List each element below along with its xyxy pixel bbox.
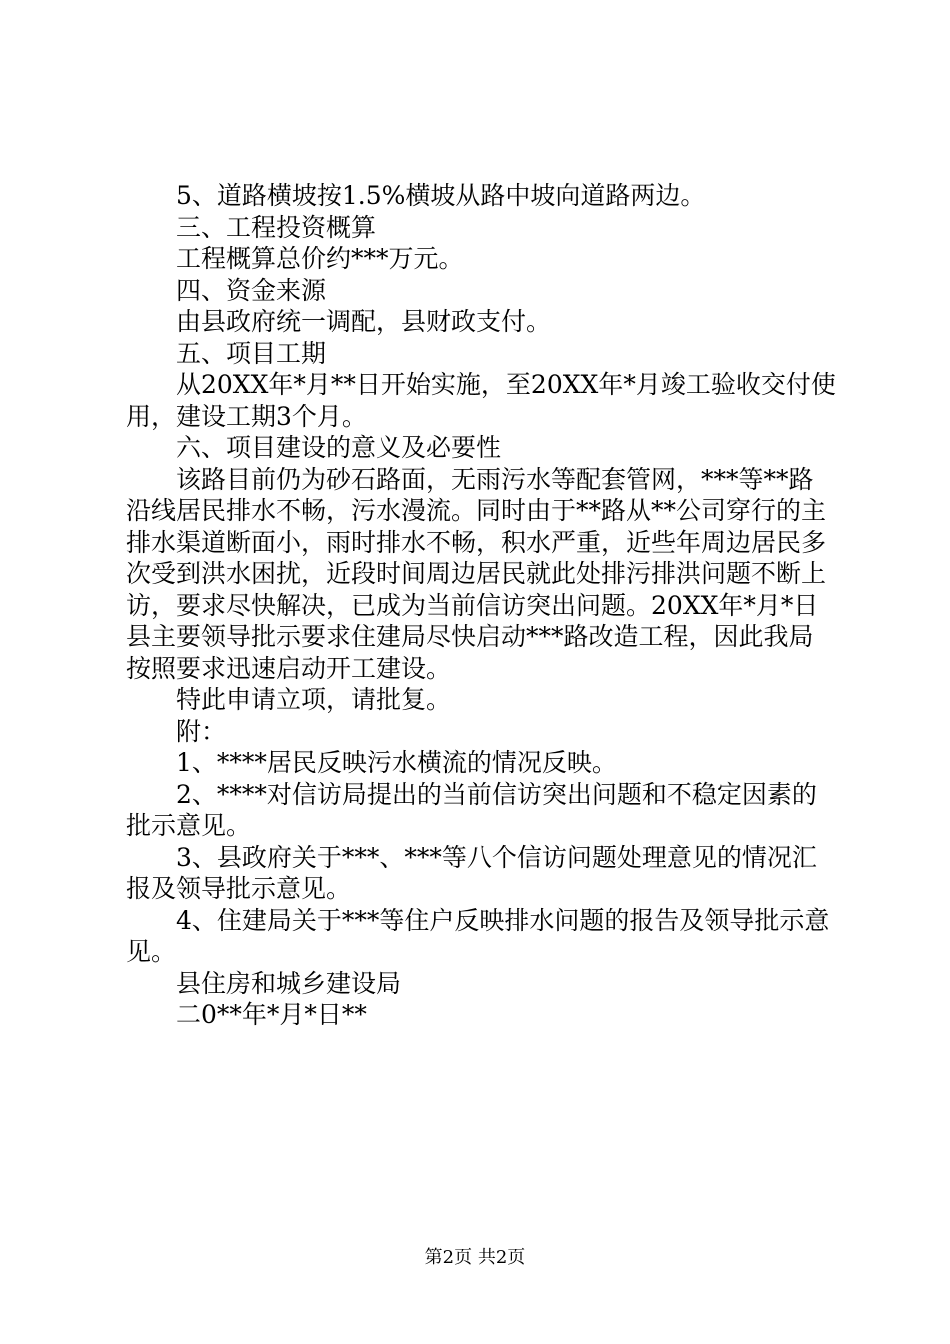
paragraph: 5、道路横坡按1.5%横坡从路中坡向道路两边。 bbox=[176, 181, 706, 210]
paragraph: 工程概算总价约***万元。 bbox=[176, 244, 464, 273]
attachment-item: 3、县政府关于***、***等八个信访问题处理意见的情况汇报及领导批示意见。 bbox=[126, 842, 817, 903]
attachment-item: 1、****居民反映污水横流的情况反映。 bbox=[176, 748, 617, 777]
section-heading: 四、资金来源 bbox=[176, 275, 327, 305]
document-body bbox=[126, 180, 836, 1031]
signature-organization: 县住房和城乡建设局 bbox=[176, 968, 402, 998]
paragraph: 该路目前仍为砂石路面，无雨污水等配套管网，***等**路沿线居民排水不畅，污水漫流。同时由于**路从**公司穿行的主排水渠道断面小，雨时排水不畅，积水严重，近些年周边居民多次受到洪水困扰，近段时间周边居民就此处排污排洪问题不断上访，要求尽快解决，已成为当前信访突出问题。20XX年*月*日县主要领导批示要求住建局尽快启动***路改造工程，因此我局按照要求迅速启动开工建设。 bbox=[126, 464, 827, 683]
section-heading: 三、工程投资概算 bbox=[176, 212, 377, 242]
paragraph: 从20XX年*月**日开始实施，至20XX年*月竣工验收交付使用，建设工期3个月。 bbox=[126, 370, 836, 431]
paragraph: 特此申请立项，请批复。 bbox=[176, 685, 452, 714]
section-heading: 五、项目工期 bbox=[176, 338, 327, 368]
attachment-item: 2、****对信访局提出的当前信访突出问题和不稳定因素的批示意见。 bbox=[126, 779, 817, 840]
attachment-item: 4、住建局关于***等住户反映排水问题的报告及领导批示意见。 bbox=[126, 905, 830, 966]
section-heading: 六、项目建设的意义及必要性 bbox=[176, 433, 502, 462]
attachment-heading: 附： bbox=[176, 716, 227, 746]
page-footer: 第2页 共2页 bbox=[424, 1247, 526, 1268]
signature-date: 二0**年*月*日** bbox=[176, 1000, 367, 1029]
paragraph: 由县政府统一调配，县财政支付。 bbox=[176, 307, 552, 336]
